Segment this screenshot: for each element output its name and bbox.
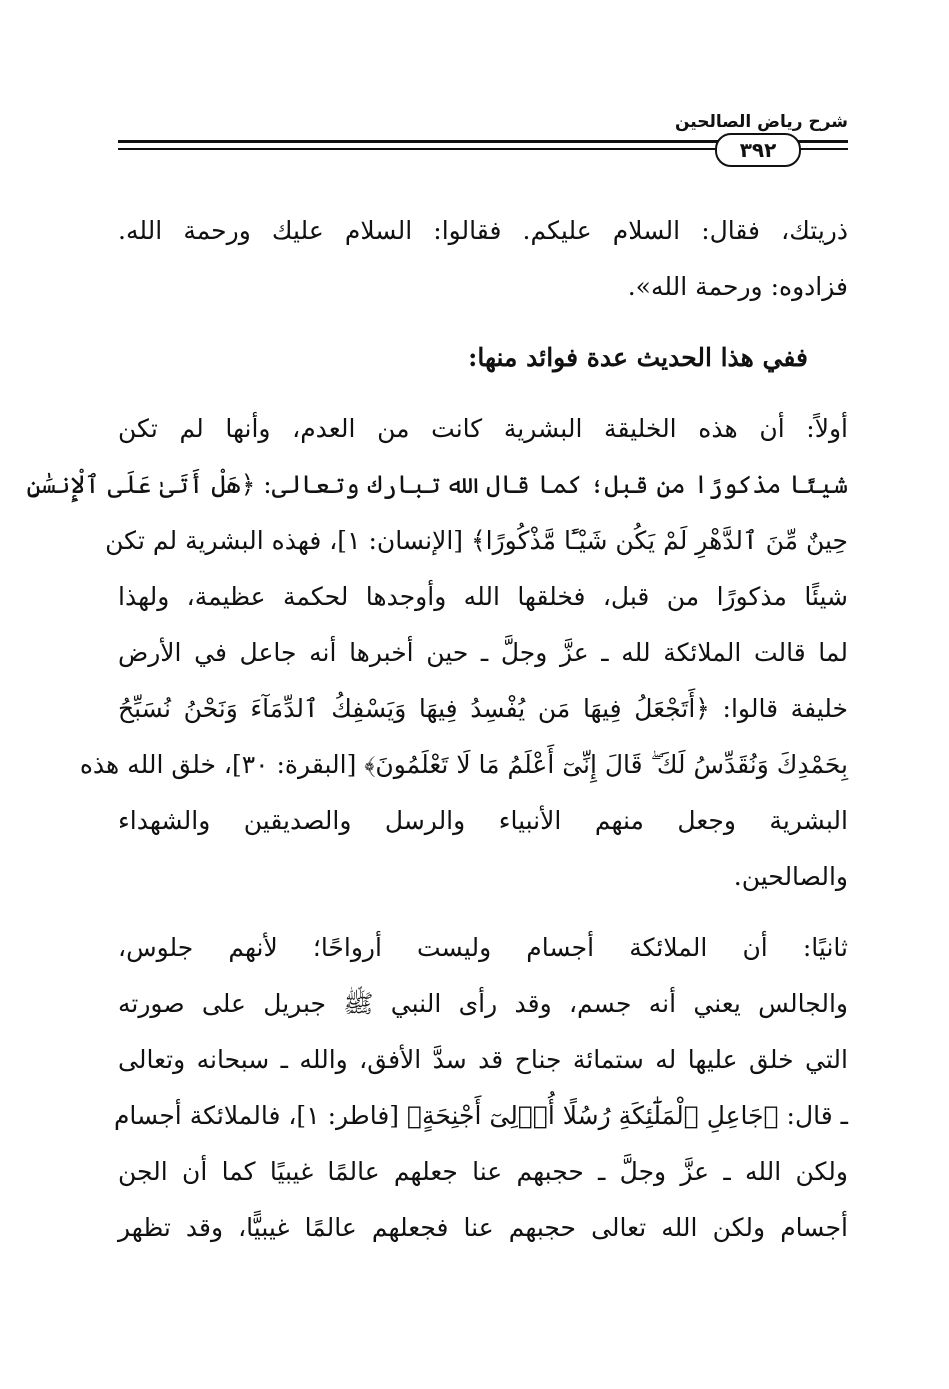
text-line: حِينٌ مِّنَ ٱلدَّهْرِ لَمْ يَكُن شَيْـًٔا مَّذْكُورًا﴾ [الإنسان: ١]، فهذه البشرية لم تكن: [105, 526, 848, 555]
text-line: أولاً: أن هذه الخليقة البشرية كانت من العدم، وأنها لم تكن: [118, 414, 848, 443]
text-line: ذريتك، فقال: السلام عليكم. فقالوا: السلام عليك ورحمة الله.: [118, 216, 848, 245]
text-line: خليفة قالوا: ﴿أَتَجْعَلُ فِيهَا مَن يُفْسِدُ فِيهَا وَيَسْفِكُ ٱلدِّمَآءَ وَنَحْنُ نُسَبِّحُ: [118, 694, 848, 723]
body-text: [26, 203, 848, 1256]
paragraph: [118, 203, 848, 315]
text-line: التي خلق عليها له ستمائة جناح قد سدَّ الأفق، والله ـ سبحانه وتعالى: [118, 1045, 848, 1074]
text-line: ـ قال: ﴿جَاعِلِ ٱلْمَلَٰٓئِكَةِ رُسُلًا أُو۟لِىٓ أَجْنِحَةٍ﴾ [فاطر: ١]، فالملائكة أجسام: [113, 1101, 848, 1130]
page-header: [118, 108, 848, 162]
text-line: والصالحين.: [733, 862, 848, 891]
text-line: شيئًا مذكورًا من قبل، فخلقها الله وأوجدها لحكمة عظيمة، ولهذا: [118, 582, 848, 611]
text-line: ولكن الله ـ عزَّ وجلَّ ـ حجبهم عنا جعلهم عالمًا غيبيًا كما أن الجن: [118, 1157, 848, 1186]
text-line: بِحَمْدِكَ وَنُقَدِّسُ لَكَ ۖ قَالَ إِنِّىٓ أَعْلَمُ مَا لَا تَعْلَمُونَ﴾ [البقرة: ٣٠]، خلق الله هذه: [79, 750, 848, 779]
text-line: شيئًا مذكورًا من قبل؛ كما قال الله تبارك وتعالى: ﴿هَلْ أَتَىٰ عَلَى ٱلْإِنسَٰنِ: [26, 470, 848, 499]
text-line: فزادوه: ورحمة الله».: [627, 272, 848, 301]
page-number: ٣٩٢: [715, 133, 801, 167]
text-line: البشرية وجعل منهم الأنبياء والرسل والصديقين والشهداء: [118, 806, 848, 835]
text-line: ثانيًا: أن الملائكة أجسام وليست أرواحًا؛ لأنهم جلوس،: [118, 933, 848, 962]
paragraph: [113, 920, 848, 1256]
text-line: أجسام ولكن الله تعالى حجبهم عنا فجعلهم عالمًا غيبيًّا، وقد تظهر: [118, 1213, 848, 1242]
text-line: والجالس يعني أنه جسم، وقد رأى النبي ﷺ جبريل على صورته: [118, 989, 848, 1018]
paragraph: [118, 330, 848, 386]
text-line: لما قالت الملائكة لله ـ عزَّ وجلَّ ـ حين أخبرها أنه جاعل في الأرض: [118, 638, 848, 667]
paragraph: [26, 401, 848, 905]
running-title: شرح رياض الصالحين: [674, 112, 848, 132]
text-line: ففي هذا الحديث عدة فوائد منها:: [468, 343, 808, 372]
